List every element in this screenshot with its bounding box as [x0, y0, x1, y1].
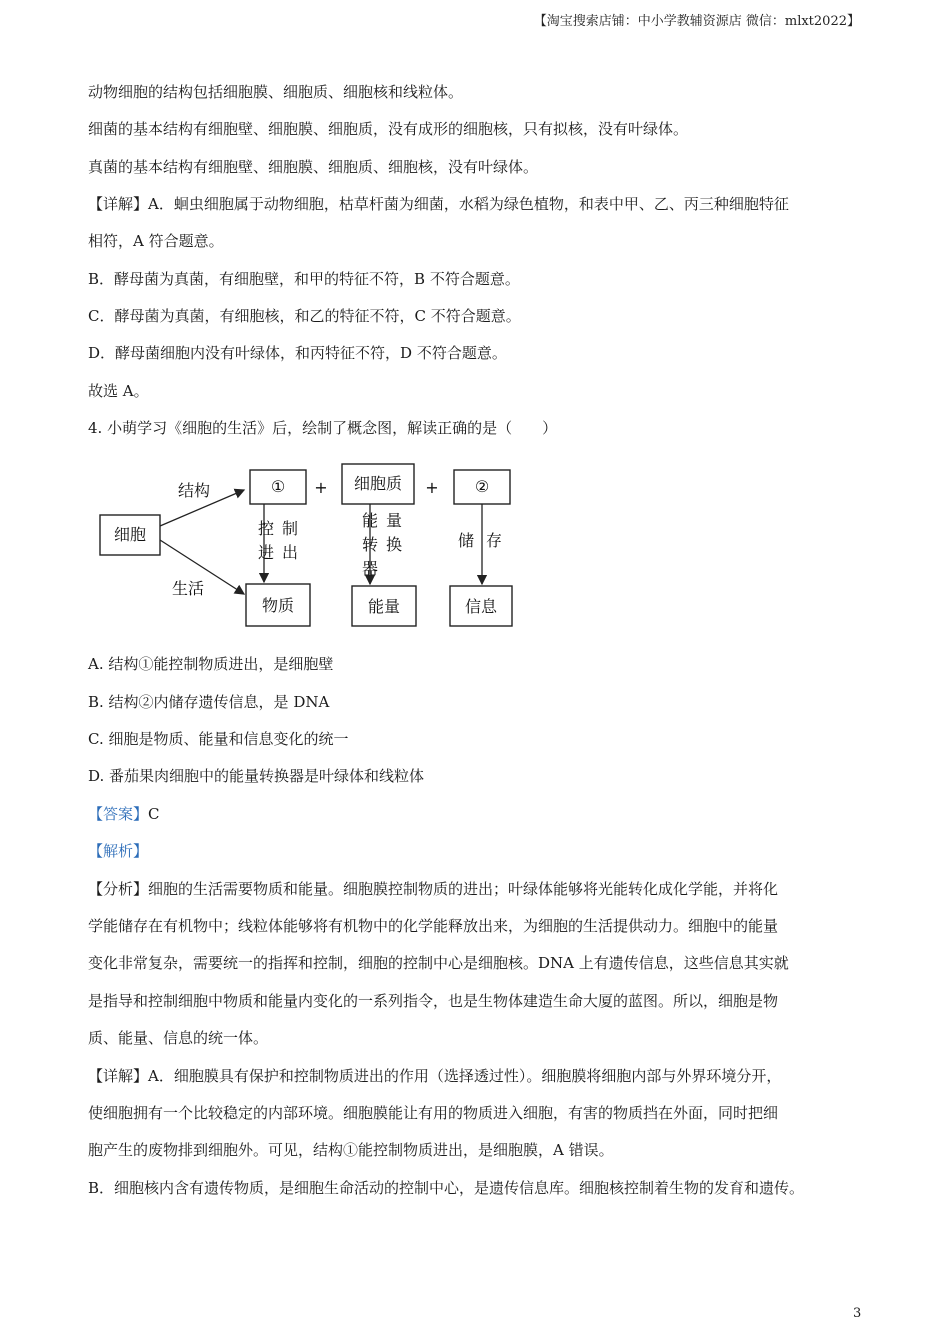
converter-char: 换 [386, 535, 403, 554]
structure-2-label: ② [474, 477, 490, 496]
text-line: C．酵母菌为真菌，有细胞核，和乙的特征不符，C 不符合题意。 [88, 307, 521, 325]
control-char: 出 [282, 543, 299, 562]
text-line: 胞产生的废物排到细胞外。可见，结构①能控制物质进出，是细胞膜，A 错误。 [88, 1141, 614, 1159]
question-title: 4. 小萌学习《细胞的生活》后，绘制了概念图，解读正确的是（ ） [88, 419, 558, 437]
structure-label: 结构 [178, 481, 211, 500]
text-line: 【详解】A．蛔虫细胞属于动物细胞，枯草杆菌为细菌，水稻为绿色植物，和表中甲、乙、丙三种细胞特征 [88, 195, 789, 213]
converter-char: 能 [362, 511, 379, 530]
text-line: 学能储存在有机物中；线粒体能够将有机物中的化学能释放出来，为细胞的生活提供动力。细胞中的能量 [88, 917, 779, 935]
answer-tag: 【答案】 [88, 805, 149, 823]
store-char: 存 [486, 531, 503, 550]
option-b: B. 结构②内储存遗传信息，是 DNA [88, 693, 330, 711]
text-line: 相符，A 符合题意。 [88, 232, 224, 250]
energy-label: 能量 [367, 597, 401, 616]
option-d: D. 番茄果肉细胞中的能量转换器是叶绿体和线粒体 [88, 767, 425, 785]
text-line: 变化非常复杂，需要统一的指挥和控制，细胞的控制中心是细胞核。DNA 上有遗传信息，这些信息其实就 [88, 954, 789, 972]
cell-label: 细胞 [113, 525, 147, 544]
text-line: 细菌的基本结构有细胞壁、细胞膜、细胞质，没有成形的细胞核，只有拟核，没有叶绿体。 [88, 120, 689, 138]
text-line: D．酵母菌细胞内没有叶绿体，和丙特征不符，D 不符合题意。 [88, 344, 507, 362]
matter-label: 物质 [261, 596, 295, 615]
info-label: 信息 [464, 597, 498, 616]
text-line: B．细胞核内含有遗传物质，是细胞生命活动的控制中心，是遗传信息库。细胞核控制着生物的发育和遗传。 [88, 1179, 805, 1197]
option-a: A. 结构①能控制物质进出，是细胞壁 [88, 655, 334, 673]
control-char: 控 [258, 519, 275, 538]
cytoplasm-label: 细胞质 [353, 474, 403, 493]
text-line: 是指导和控制细胞中物质和能量内变化的一系列指令，也是生物体建造生命大厦的蓝图。所以，细胞是物 [88, 992, 779, 1010]
text-line: 质、能量、信息的统一体。 [88, 1029, 269, 1047]
structure-1-label: ① [270, 477, 286, 496]
plus-sign: + [314, 478, 328, 497]
text-line: 【详解】A．细胞膜具有保护和控制物质进出的作用（选择透过性）。细胞膜将细胞内部与外界环境分开， [88, 1067, 782, 1085]
page-number: 3 [853, 1306, 862, 1321]
life-label: 生活 [172, 579, 205, 598]
text-line: 真菌的基本结构有细胞壁、细胞膜、细胞质、细胞核，没有叶绿体。 [88, 158, 539, 176]
page-header: 【淘宝搜索店铺：中小学教辅资源店 微信：mlxt2022】 [533, 14, 860, 29]
text-line: 使细胞拥有一个比较稳定的内部环境。细胞膜能让有用的物质进入细胞，有害的物质挡在外面，同时把细 [88, 1104, 779, 1122]
converter-char: 器 [362, 559, 379, 578]
answer-value: C [148, 805, 160, 823]
control-char: 制 [282, 519, 299, 538]
text-line: 动物细胞的结构包括细胞膜、细胞质、细胞核和线粒体。 [88, 83, 464, 101]
analysis-tag: 【解析】 [88, 842, 149, 860]
plus-sign: + [425, 478, 439, 497]
control-char: 进 [258, 543, 275, 562]
converter-char: 量 [386, 511, 403, 530]
store-char: 储 [458, 531, 475, 550]
converter-char: 转 [362, 535, 379, 554]
answer-line [88, 804, 160, 824]
text-line: 故选 A。 [88, 382, 149, 400]
concept-diagram [96, 460, 516, 630]
text-line: 【分析】细胞的生活需要物质和能量。细胞膜控制物质的进出；叶绿体能够将光能转化成化学能，并将化 [88, 880, 779, 898]
option-c: C. 细胞是物质、能量和信息变化的统一 [88, 730, 349, 748]
text-line: B．酵母菌为真菌，有细胞壁，和甲的特征不符，B 不符合题意。 [88, 270, 520, 288]
